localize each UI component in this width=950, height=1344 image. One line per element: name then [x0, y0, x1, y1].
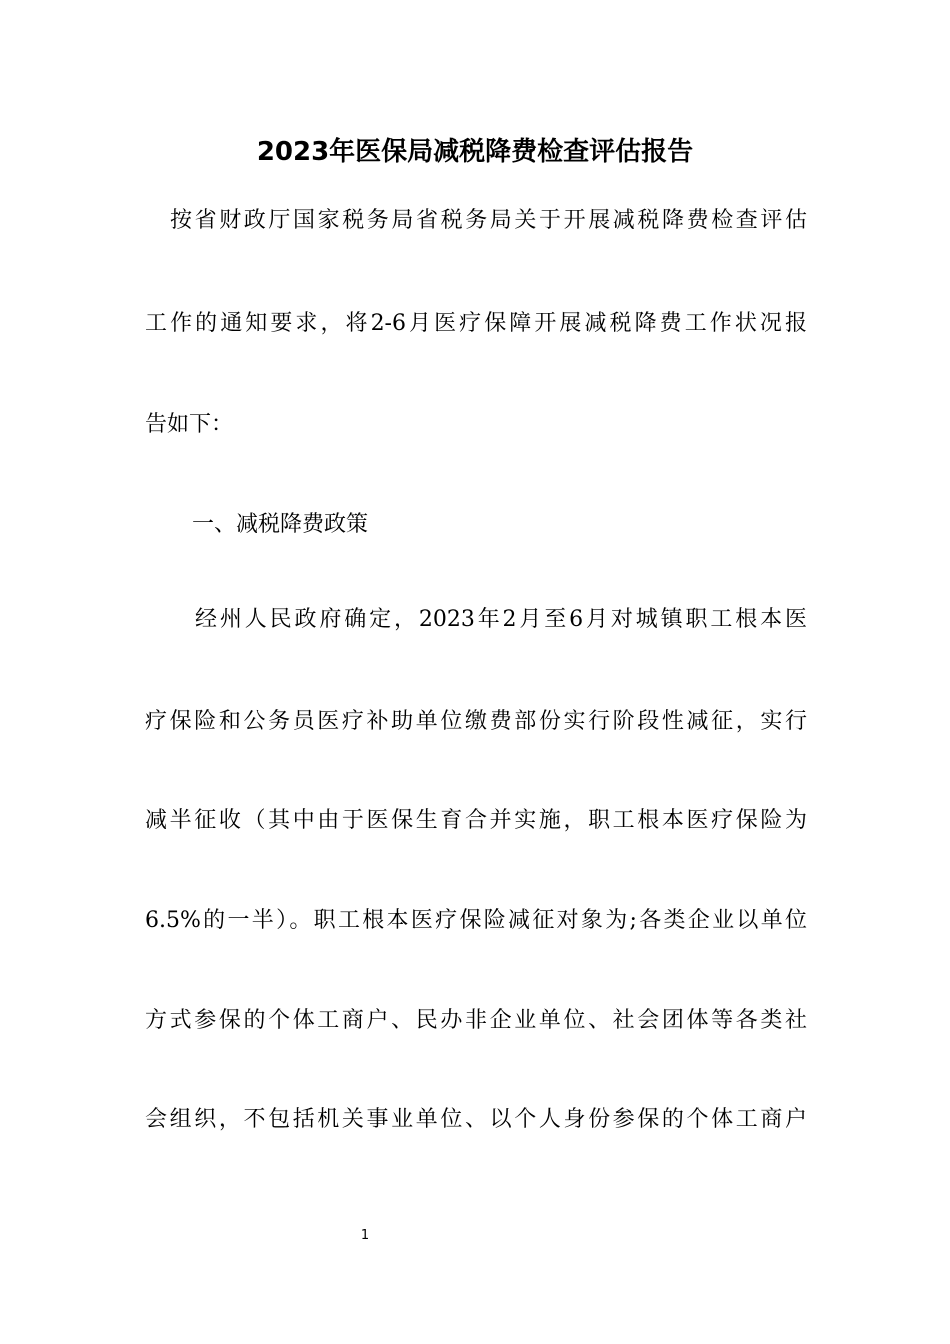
paragraph-line-5: 疗保险和公务员医疗补助单位缴费部份实行阶段性减征，实行	[145, 709, 807, 734]
paragraph-line-9: 会组织，不包括机关事业单位、以个人身份参保的个体工商户	[145, 1107, 807, 1132]
paragraph-line-2: 工作的通知要求，将2-6月医疗保障开展减税降费工作状况报	[145, 311, 807, 336]
paragraph-line-8: 方式参保的个体工商户、民办非企业单位、社会团体等各类社	[145, 1008, 807, 1033]
paragraph-line-3: 告如下：	[145, 412, 234, 437]
paragraph-line-1: 按省财政厅国家税务局省税务局关于开展减税降费检查评估	[170, 208, 807, 233]
page-number: 1	[360, 1228, 370, 1243]
paragraph-line-7: 6.5%的一半）。职工根本医疗保险减征对象为;各类企业以单位	[145, 908, 807, 933]
paragraph-line-4: 经州人民政府确定，2023年2月至6月对城镇职工根本医	[195, 607, 807, 632]
document-title: 2023年医保局减税降费检查评估报告	[256, 137, 694, 167]
section-heading-1: 一、减税降费政策	[192, 512, 369, 537]
paragraph-line-6: 减半征收（其中由于医保生育合并实施，职工根本医疗保险为	[145, 808, 807, 833]
